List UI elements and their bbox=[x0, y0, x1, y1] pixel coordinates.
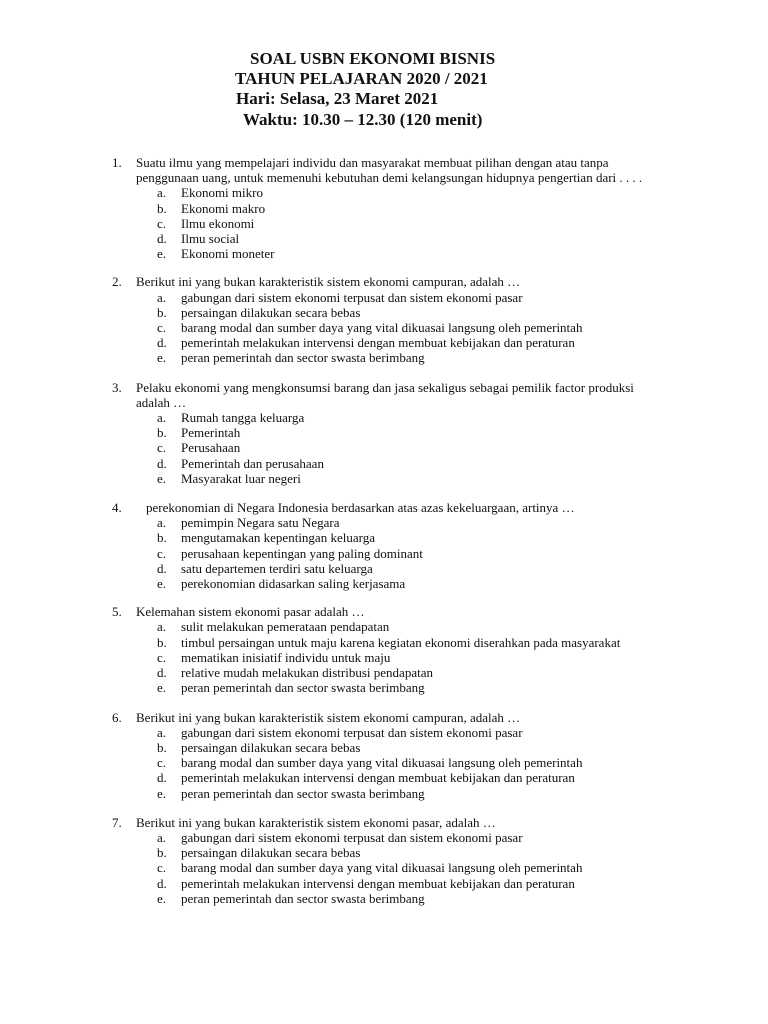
option-c bbox=[157, 546, 752, 561]
option-a bbox=[157, 410, 752, 425]
question-list bbox=[112, 155, 752, 906]
option-text: Ilmu social bbox=[181, 231, 240, 247]
question-text: Kelemahan sistem ekonomi pasar adalah … bbox=[136, 604, 365, 620]
question-text: perekonomian di Negara Indonesia berdasarkan atas azas kekeluargaan, artinya … bbox=[146, 500, 575, 516]
option-e bbox=[157, 350, 752, 365]
option-text: sulit melakukan pemerataan pendapatan bbox=[181, 619, 390, 635]
option-e bbox=[157, 576, 752, 591]
option-list bbox=[157, 185, 752, 261]
question-number: 2. bbox=[112, 274, 122, 290]
option-b bbox=[157, 845, 752, 860]
option-text: persaingan dilakukan secara bebas bbox=[181, 845, 361, 861]
option-e bbox=[157, 680, 752, 695]
option-letter: a. bbox=[157, 515, 167, 531]
option-text: gabungan dari sistem ekonomi terpusat dan sistem ekonomi pasar bbox=[181, 724, 523, 740]
option-text: Ekonomi makro bbox=[181, 200, 266, 216]
option-e bbox=[157, 246, 752, 261]
option-letter: c. bbox=[157, 545, 167, 561]
option-letter: d. bbox=[157, 770, 167, 786]
option-letter: b. bbox=[157, 739, 167, 755]
option-letter: b. bbox=[157, 200, 167, 216]
option-text: peran pemerintah dan sector swasta berimbang bbox=[181, 680, 425, 696]
option-c bbox=[157, 860, 752, 875]
option-text: peran pemerintah dan sector swasta berimbang bbox=[181, 890, 425, 906]
question-number: 3. bbox=[112, 379, 122, 395]
option-d bbox=[157, 876, 752, 891]
option-b bbox=[157, 635, 752, 650]
option-list bbox=[157, 619, 752, 695]
option-letter: b. bbox=[157, 530, 167, 546]
question-number: 6. bbox=[112, 709, 122, 725]
option-e bbox=[157, 471, 752, 486]
option-letter: b. bbox=[157, 634, 167, 650]
option-text: Ekonomi moneter bbox=[181, 246, 275, 262]
option-text: barang modal dan sumber daya yang vital dikuasai langsung oleh pemerintah bbox=[181, 320, 583, 336]
option-d bbox=[157, 456, 752, 471]
option-letter: b. bbox=[157, 304, 167, 320]
option-letter: d. bbox=[157, 560, 167, 576]
option-text: satu departemen terdiri satu keluarga bbox=[181, 560, 373, 576]
exam-title: SOAL USBN EKONOMI BISNIS bbox=[250, 49, 496, 68]
option-text: Pemerintah bbox=[181, 425, 241, 441]
option-letter: c. bbox=[157, 755, 167, 771]
option-text: gabungan dari sistem ekonomi terpusat dan sistem ekonomi pasar bbox=[181, 829, 523, 845]
question-number: 4. bbox=[112, 500, 122, 516]
option-a bbox=[157, 290, 752, 305]
question-5 bbox=[112, 604, 752, 695]
option-letter: e. bbox=[157, 246, 167, 262]
option-text: mengutamakan kepentingan keluarga bbox=[181, 530, 375, 546]
option-text: Pemerintah dan perusahaan bbox=[181, 455, 324, 471]
option-list bbox=[157, 725, 752, 801]
option-letter: e. bbox=[157, 785, 167, 801]
option-e bbox=[157, 786, 752, 801]
option-text: pemerintah melakukan intervensi dengan membuat kebijakan dan peraturan bbox=[181, 335, 575, 351]
option-a bbox=[157, 515, 752, 530]
option-letter: d. bbox=[157, 335, 167, 351]
option-text: Perusahaan bbox=[181, 440, 241, 456]
option-letter: a. bbox=[157, 619, 167, 635]
option-letter: c. bbox=[157, 320, 167, 336]
option-letter: e. bbox=[157, 470, 167, 486]
option-letter: a. bbox=[157, 724, 167, 740]
option-b bbox=[157, 305, 752, 320]
option-c bbox=[157, 320, 752, 335]
option-letter: c. bbox=[157, 860, 167, 876]
option-text: peran pemerintah dan sector swasta berimbang bbox=[181, 350, 425, 366]
option-d bbox=[157, 231, 752, 246]
option-letter: c. bbox=[157, 440, 167, 456]
option-letter: a. bbox=[157, 410, 167, 426]
option-letter: b. bbox=[157, 845, 167, 861]
option-text: mematikan inisiatif individu untuk maju bbox=[181, 649, 391, 665]
option-letter: d. bbox=[157, 231, 167, 247]
option-list bbox=[157, 290, 752, 366]
question-text: Pelaku ekonomi yang mengkonsumsi barang dan jasa sekaligus sebagai pemilik factor produksi adalah … bbox=[136, 379, 634, 410]
question-7 bbox=[112, 815, 752, 906]
option-letter: e. bbox=[157, 350, 167, 366]
option-letter: b. bbox=[157, 425, 167, 441]
option-c bbox=[157, 755, 752, 770]
option-a bbox=[157, 185, 752, 200]
question-1 bbox=[112, 155, 752, 261]
option-text: barang modal dan sumber daya yang vital dikuasai langsung oleh pemerintah bbox=[181, 860, 583, 876]
question-number: 1. bbox=[112, 155, 122, 170]
option-b bbox=[157, 201, 752, 216]
option-b bbox=[157, 425, 752, 440]
option-c bbox=[157, 440, 752, 455]
option-letter: a. bbox=[157, 289, 167, 305]
option-text: Rumah tangga keluarga bbox=[181, 410, 305, 426]
option-letter: a. bbox=[157, 185, 167, 201]
question-2 bbox=[112, 274, 752, 365]
question-text: Berikut ini yang bukan karakteristik sistem ekonomi pasar, adalah … bbox=[136, 814, 496, 830]
option-letter: d. bbox=[157, 665, 167, 681]
option-text: Ekonomi mikro bbox=[181, 185, 263, 201]
option-d bbox=[157, 335, 752, 350]
option-text: pemimpin Negara satu Negara bbox=[181, 515, 340, 531]
option-b bbox=[157, 530, 752, 545]
option-letter: e. bbox=[157, 680, 167, 696]
option-text: Masyarakat luar negeri bbox=[181, 470, 301, 486]
option-text: persaingan dilakukan secara bebas bbox=[181, 739, 361, 755]
academic-year: TAHUN PELAJARAN 2020 / 2021 bbox=[235, 69, 488, 88]
option-letter: c. bbox=[157, 649, 167, 665]
option-text: persaingan dilakukan secara bebas bbox=[181, 304, 361, 320]
option-letter: e. bbox=[157, 890, 167, 906]
option-letter: a. bbox=[157, 829, 167, 845]
option-text: barang modal dan sumber daya yang vital dikuasai langsung oleh pemerintah bbox=[181, 755, 583, 771]
question-text: Berikut ini yang bukan karakteristik sistem ekonomi campuran, adalah … bbox=[136, 709, 521, 725]
question-text: Berikut ini yang bukan karakteristik sistem ekonomi campuran, adalah … bbox=[136, 274, 521, 290]
option-letter: e. bbox=[157, 576, 167, 592]
option-c bbox=[157, 216, 752, 231]
option-list bbox=[157, 830, 752, 906]
option-a bbox=[157, 830, 752, 845]
option-letter: d. bbox=[157, 455, 167, 471]
option-text: timbul persaingan untuk maju karena kegiatan ekonomi diserahkan pada masyarakat bbox=[181, 634, 621, 650]
option-c bbox=[157, 650, 752, 665]
exam-time: Waktu: 10.30 – 12.30 (120 menit) bbox=[243, 110, 483, 129]
exam-day: Hari: Selasa, 23 Maret 2021 bbox=[236, 89, 439, 108]
question-3 bbox=[112, 380, 752, 486]
option-list bbox=[157, 410, 752, 486]
option-d bbox=[157, 665, 752, 680]
option-a bbox=[157, 619, 752, 634]
option-letter: c. bbox=[157, 215, 167, 231]
option-text: relative mudah melakukan distribusi pendapatan bbox=[181, 665, 433, 681]
option-e bbox=[157, 891, 752, 906]
question-number: 7. bbox=[112, 814, 122, 830]
option-d bbox=[157, 561, 752, 576]
option-text: pemerintah melakukan intervensi dengan membuat kebijakan dan peraturan bbox=[181, 875, 575, 891]
option-text: gabungan dari sistem ekonomi terpusat dan sistem ekonomi pasar bbox=[181, 289, 523, 305]
option-text: perusahaan kepentingan yang paling dominant bbox=[181, 545, 423, 561]
option-b bbox=[157, 740, 752, 755]
question-number: 5. bbox=[112, 604, 122, 620]
option-text: peran pemerintah dan sector swasta berimbang bbox=[181, 785, 425, 801]
option-list bbox=[157, 515, 752, 591]
option-d bbox=[157, 770, 752, 785]
option-text: perekonomian didasarkan saling kerjasama bbox=[181, 576, 406, 592]
question-6 bbox=[112, 710, 752, 801]
option-text: Ilmu ekonomi bbox=[181, 215, 255, 231]
question-4 bbox=[112, 500, 752, 591]
question-text: Suatu ilmu yang mempelajari individu dan masyarakat membuat pilihan dengan atau tanpa penggunaan uang, untuk memenuhi kebutuhan demi kelangsungan hidupnya pengertian dari . . . . bbox=[136, 155, 643, 186]
option-letter: d. bbox=[157, 875, 167, 891]
option-text: pemerintah melakukan intervensi dengan membuat kebijakan dan peraturan bbox=[181, 770, 575, 786]
option-a bbox=[157, 725, 752, 740]
